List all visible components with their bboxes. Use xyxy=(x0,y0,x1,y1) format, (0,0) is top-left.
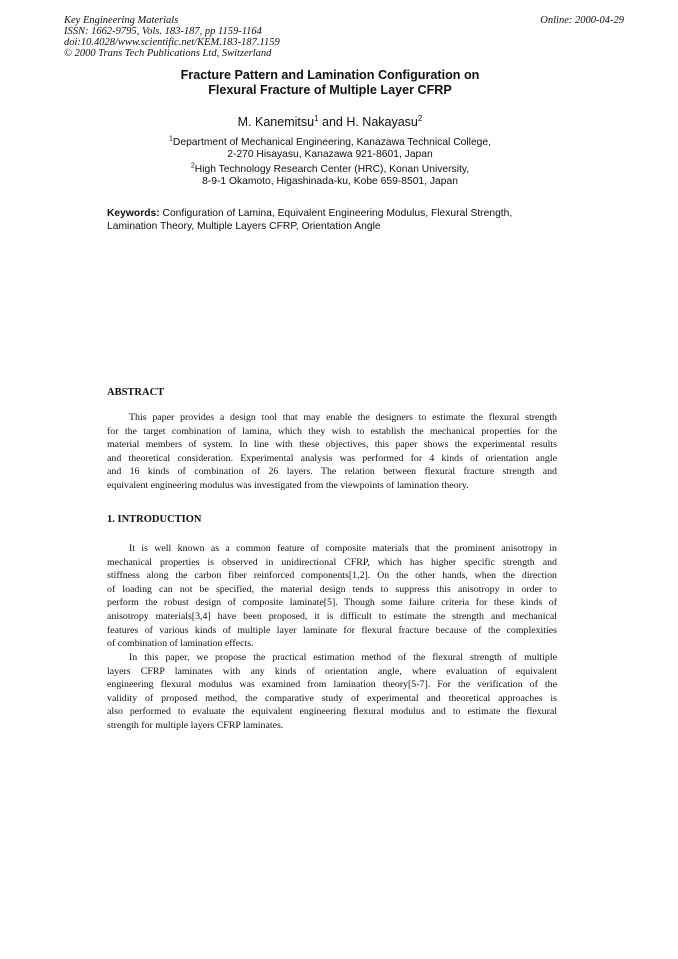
intro-line: validity of proposed method, the comparative study of experimental and theoretical approaches is xyxy=(107,692,557,704)
abstract-line: and theoretical consideration. Experimental analysis was performed for 4 kinds of orientation angle xyxy=(107,452,557,464)
keywords-line-1: Configuration of Lamina, Equivalent Engineering Modulus, Flexural Strength, xyxy=(159,208,513,219)
author-1: M. Kanemitsu xyxy=(237,115,315,129)
journal-name: Key Engineering Materials xyxy=(64,15,179,26)
author-list xyxy=(100,115,560,129)
abstract-heading: ABSTRACT xyxy=(107,387,165,398)
abstract-body xyxy=(107,411,557,493)
affiliation-1-mark: 1 xyxy=(169,135,173,143)
affiliation-2-line-2: 8-9-1 Okamoto, Higashinada-ku, Kobe 659-8501, Japan xyxy=(202,176,458,187)
intro-line: layers CFRP laminates with any kinds of orientation angle, where evaluation of equivalent xyxy=(107,665,557,677)
abstract-line: material members of system. In line with these objectives, this paper shows the experimental results xyxy=(107,439,557,451)
intro-line: also performed to evaluate the equivalent engineering flexural modulus and to estimate the flexural xyxy=(107,706,557,718)
intro-line: of combination of lamination effects. xyxy=(107,638,254,650)
intro-line: perform the robust design of composite laminate[5]. Though some failure criteria for these kinds of xyxy=(107,597,557,609)
keywords-label: Keywords: xyxy=(107,208,160,219)
keywords-block xyxy=(107,208,567,233)
author-2-affil-mark: 2 xyxy=(417,113,423,123)
paper-title xyxy=(100,68,560,98)
affiliation-1 xyxy=(100,137,560,161)
abstract-line: for the target combination of lamina, which they wish to establish the mechanical properties for the xyxy=(107,425,557,437)
intro-line: It is well known as a common feature of composite materials that the prominent anisotropy in xyxy=(129,543,557,554)
online-date: Online: 2000-04-29 xyxy=(540,15,624,26)
author-2: H. Nakayasu xyxy=(346,115,418,129)
intro-line: In this paper, we propose the practical estimation method of the flexural strength of multiple xyxy=(129,652,557,663)
abstract-line: This paper provides a design tool that may enable the designers to estimate the flexural strength xyxy=(129,412,557,423)
intro-line: of loading can not be specified, the material design tends to suppress this anisotropy in order to xyxy=(107,583,557,595)
introduction-paragraph-2 xyxy=(107,651,557,733)
intro-line: mechanical properties is observed in unidirectional CFRP, which has higher specific strength and xyxy=(107,556,557,568)
intro-line: stiffness along the carbon fiber reinforced components[1,2]. On the other hands, when the direction xyxy=(107,570,557,582)
intro-line: engineering flexural modulus was examined from lamination theory[5-7]. For the verification of the xyxy=(107,679,557,691)
affiliation-2 xyxy=(100,164,560,188)
intro-line: anisotropy materials[3,4] have been proposed, it is difficult to estimate the strength and mechanical xyxy=(107,610,557,622)
affiliation-1-line-1: Department of Mechanical Engineering, Kanazawa Technical College, xyxy=(172,137,491,148)
introduction-heading: 1. INTRODUCTION xyxy=(107,514,202,525)
keywords-line-2: Lamination Theory, Multiple Layers CFRP, Orientation Angle xyxy=(107,220,381,232)
intro-line: strength for multiple layers CFRP laminates. xyxy=(107,719,284,731)
affiliation-1-line-2: 2-270 Hisayasu, Kanazawa 921-8601, Japan xyxy=(227,149,433,160)
title-line-1: Fracture Pattern and Lamination Configuration on xyxy=(180,68,480,82)
title-line-2: Flexural Fracture of Multiple Layer CFRP xyxy=(208,83,452,97)
affiliation-2-line-1: High Technology Research Center (HRC), Konan University, xyxy=(194,164,470,175)
author-1-affil-mark: 1 xyxy=(314,113,319,123)
copyright-line: © 2000 Trans Tech Publications Ltd, Switzerland xyxy=(64,48,272,59)
introduction-paragraph-1 xyxy=(107,542,557,651)
issn-line: ISSN: 1662-9795, Vols. 183-187, pp 1159-1164 xyxy=(64,26,262,37)
intro-line: features of various kinds of multiple layer laminate for flexural fracture because of the complexities xyxy=(107,624,557,636)
author-conjunction: and xyxy=(318,115,347,129)
affiliation-2-mark: 2 xyxy=(190,162,195,170)
doi-line: doi:10.4028/www.scientific.net/KEM.183-187.1159 xyxy=(64,37,280,48)
abstract-line: equivalent engineering modulus was investigated from the viewpoints of lamination theory. xyxy=(107,479,469,491)
abstract-line: and 16 kinds of combination of 26 layers. The relation between flexural fracture strength and xyxy=(107,466,557,478)
